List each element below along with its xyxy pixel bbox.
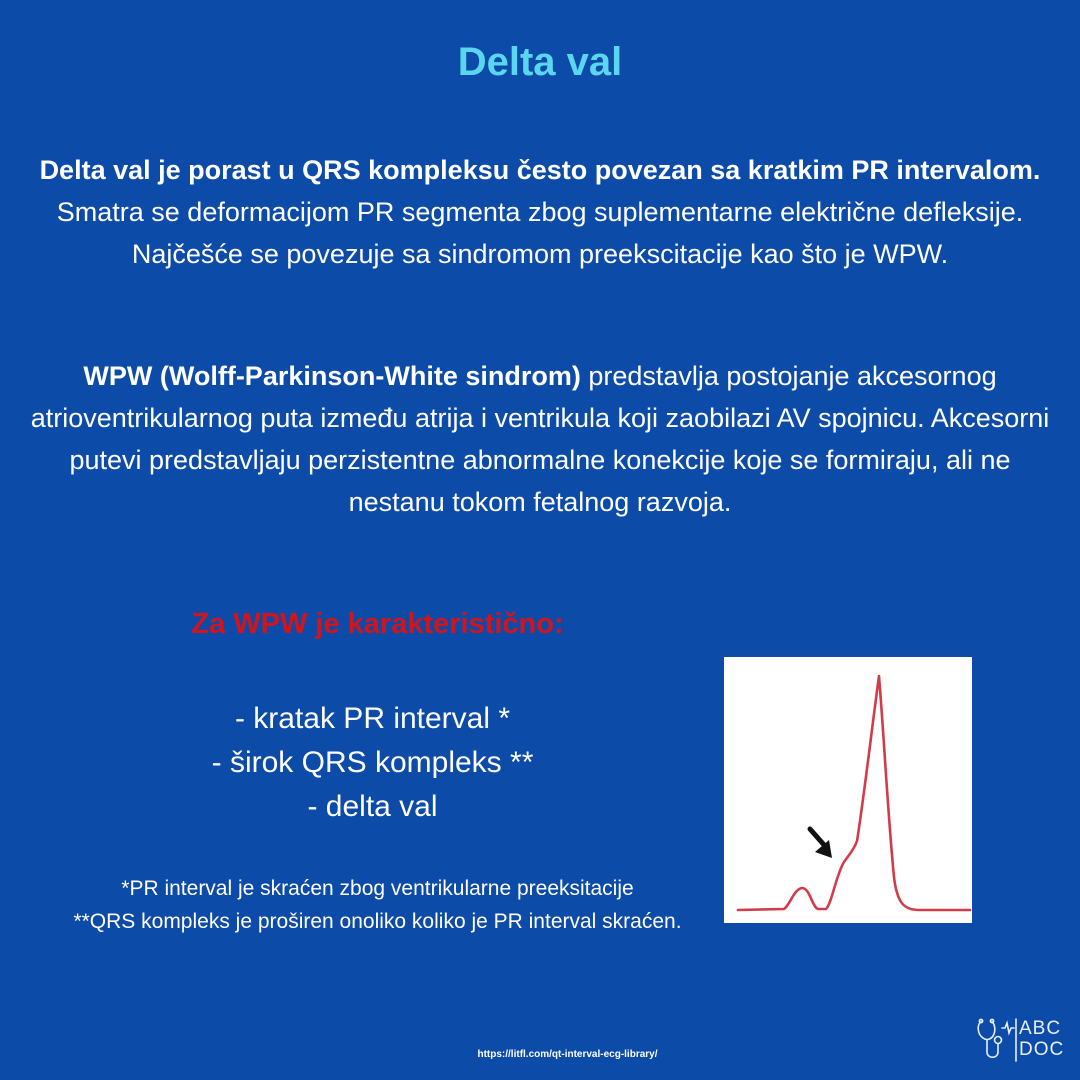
wpw-description — [20, 355, 1060, 523]
arrow-down-right-icon — [810, 829, 832, 858]
logo-text — [1019, 1018, 1064, 1060]
delta-wave-description — [20, 149, 1060, 275]
characteristics-heading: Za WPW je karakteristično: — [191, 608, 564, 640]
ecg-trace — [738, 676, 970, 910]
ecg-illustration — [724, 657, 972, 923]
footnote-pr: *PR interval je skraćen zbog ventrikularne preeksitacije — [121, 877, 634, 900]
logo-text-abc: ABC — [1019, 1018, 1062, 1039]
wpw-details: predstavlja postojanje akcesornog atrioventrikularnog puta između atrija i ventrikula koji zaobilazi AV spojnicu. Akcesorni putevi predstavljaju perzistentne abnormalne konekcije koje se formiraju, ali ne nestanu tokom fetalnog razvoja. — [30, 361, 1050, 517]
footnotes — [0, 872, 755, 938]
characteristic-item: - širok QRS kompleks ** — [211, 746, 534, 779]
ecg-waveform-graphic — [724, 657, 972, 923]
logo-text-doc: DOC — [1019, 1039, 1065, 1060]
characteristic-item: - delta val — [307, 790, 438, 823]
delta-wave-definition: Delta val je porast u QRS kompleksu često povezan sa kratkim PR intervalom. — [39, 155, 1041, 185]
wpw-term: WPW (Wolff-Parkinson-White sindrom) — [83, 361, 581, 391]
source-link[interactable]: https://litfl.com/qt-interval-ecg-library/ — [477, 1049, 658, 1060]
footnote-qrs: **QRS kompleks je proširen onoliko koliko je PR interval skraćen. — [73, 910, 682, 933]
stethoscope-icon — [972, 1016, 1018, 1064]
page-title: Delta val — [457, 40, 623, 84]
delta-wave-details: Smatra se deformacijom PR segmenta zbog suplementarne električne defleksije. Najčešće se povezuje sa sindromom preekscitacije kao što je WPW. — [56, 197, 1024, 269]
abc-doc-logo — [972, 1016, 1065, 1064]
characteristics-list — [0, 697, 745, 829]
characteristic-item: - kratak PR interval * — [234, 702, 511, 735]
